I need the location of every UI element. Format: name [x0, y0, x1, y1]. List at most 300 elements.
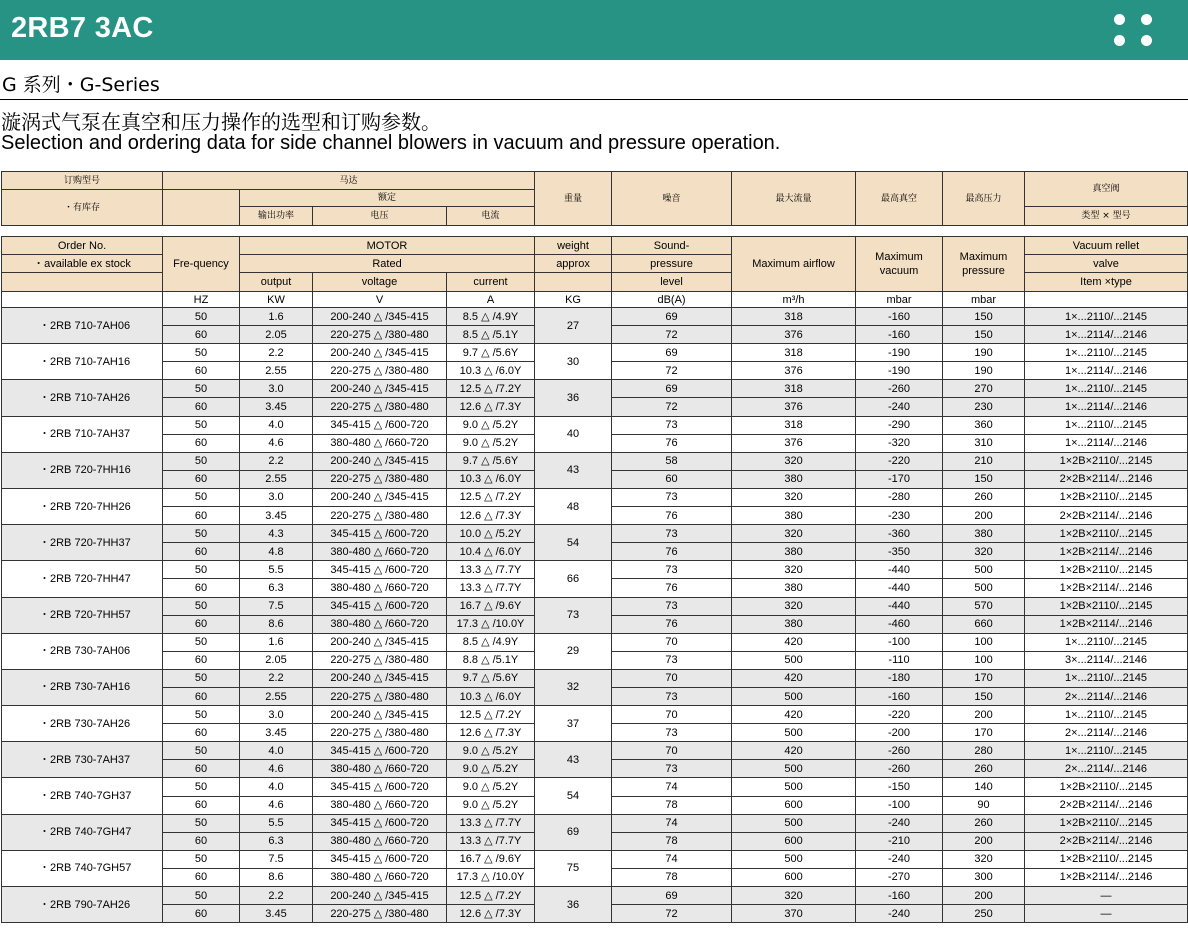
- frequency-cell: 50: [163, 850, 240, 868]
- current-cell: 10.4 △ /6.0Y: [447, 543, 535, 561]
- output-cell: 4.0: [240, 778, 313, 796]
- vacuum-cell: -150: [856, 778, 943, 796]
- valve-cell: 1×...2110/...2145: [1025, 416, 1188, 434]
- en-rated: Rated: [240, 255, 535, 273]
- order-number: ・2RB 730-7AH26: [2, 706, 163, 742]
- en-approx: approx: [535, 255, 612, 273]
- sound-cell: 76: [612, 579, 732, 597]
- order-number: ・2RB 730-7AH37: [2, 742, 163, 778]
- current-cell: 17.3 △ /10.0Y: [447, 868, 535, 886]
- pressure-cell: 90: [943, 796, 1025, 814]
- voltage-cell: 380-480 △ /660-720: [313, 796, 447, 814]
- en-max-airflow: Maximum airflow: [732, 237, 856, 292]
- en-order-no: Order No.: [2, 237, 163, 255]
- weight-cell: 36: [535, 887, 612, 923]
- voltage-cell: 200-240 △ /345-415: [313, 452, 447, 470]
- current-cell: 8.5 △ /4.9Y: [447, 633, 535, 651]
- current-cell: 10.3 △ /6.0Y: [447, 470, 535, 488]
- order-number: ・2RB 720-7HH57: [2, 597, 163, 633]
- frequency-cell: 60: [163, 398, 240, 416]
- current-cell: 12.6 △ /7.3Y: [447, 398, 535, 416]
- table-row: [2, 452, 1188, 470]
- airflow-cell: 380: [732, 579, 856, 597]
- airflow-cell: 380: [732, 470, 856, 488]
- voltage-cell: 200-240 △ /345-415: [313, 669, 447, 687]
- pressure-cell: 200: [943, 887, 1025, 905]
- output-cell: 3.45: [240, 507, 313, 525]
- output-cell: 5.5: [240, 814, 313, 832]
- vacuum-cell: -190: [856, 344, 943, 362]
- table-row: [2, 525, 1188, 543]
- valve-cell: 1×2B×2110/...2145: [1025, 525, 1188, 543]
- weight-cell: 27: [535, 308, 612, 344]
- order-number: ・2RB 720-7HH47: [2, 561, 163, 597]
- valve-cell: 2×2B×2114/...2146: [1025, 796, 1188, 814]
- pressure-cell: 170: [943, 724, 1025, 742]
- current-cell: 8.8 △ /5.1Y: [447, 651, 535, 669]
- table-row: [2, 488, 1188, 506]
- airflow-cell: 420: [732, 742, 856, 760]
- weight-cell: 48: [535, 488, 612, 524]
- frequency-cell: 60: [163, 543, 240, 561]
- frequency-cell: 60: [163, 868, 240, 886]
- frequency-cell: 50: [163, 416, 240, 434]
- current-cell: 17.3 △ /10.0Y: [447, 615, 535, 633]
- sound-cell: 69: [612, 887, 732, 905]
- pressure-cell: 200: [943, 706, 1025, 724]
- cn-max-pressure: 最高压力: [943, 172, 1025, 226]
- sound-cell: 76: [612, 543, 732, 561]
- vacuum-cell: -160: [856, 687, 943, 705]
- en-valve-1: Vacuum rellet: [1025, 237, 1188, 255]
- voltage-cell: 345-415 △ /600-720: [313, 814, 447, 832]
- output-cell: 2.2: [240, 344, 313, 362]
- sound-cell: 72: [612, 905, 732, 923]
- valve-cell: 1×...2114/...2146: [1025, 398, 1188, 416]
- output-cell: 4.3: [240, 525, 313, 543]
- output-cell: 8.6: [240, 868, 313, 886]
- voltage-cell: 345-415 △ /600-720: [313, 742, 447, 760]
- table-row: [2, 850, 1188, 868]
- sound-cell: 69: [612, 308, 732, 326]
- frequency-cell: 60: [163, 832, 240, 850]
- weight-cell: 37: [535, 706, 612, 742]
- frequency-cell: 60: [163, 579, 240, 597]
- sound-cell: 76: [612, 615, 732, 633]
- airflow-cell: 380: [732, 543, 856, 561]
- valve-cell: 1×2B×2114/...2146: [1025, 868, 1188, 886]
- current-cell: 8.5 △ /4.9Y: [447, 308, 535, 326]
- frequency-cell: 50: [163, 597, 240, 615]
- airflow-cell: 420: [732, 633, 856, 651]
- unit-pressure: mbar: [943, 292, 1025, 308]
- current-cell: 12.5 △ /7.2Y: [447, 706, 535, 724]
- en-order-blank: [2, 273, 163, 292]
- vacuum-cell: -290: [856, 416, 943, 434]
- sound-cell: 73: [612, 760, 732, 778]
- vacuum-cell: -240: [856, 905, 943, 923]
- current-cell: 9.0 △ /5.2Y: [447, 742, 535, 760]
- airflow-cell: 376: [732, 434, 856, 452]
- frequency-cell: 60: [163, 905, 240, 923]
- valve-cell: 2×2B×2114/...2146: [1025, 470, 1188, 488]
- voltage-cell: 200-240 △ /345-415: [313, 308, 447, 326]
- order-number: ・2RB 740-7GH37: [2, 778, 163, 814]
- valve-cell: —: [1025, 905, 1188, 923]
- voltage-cell: 200-240 △ /345-415: [313, 706, 447, 724]
- airflow-cell: 500: [732, 850, 856, 868]
- voltage-cell: 220-275 △ /380-480: [313, 470, 447, 488]
- current-cell: 9.7 △ /5.6Y: [447, 452, 535, 470]
- voltage-cell: 345-415 △ /600-720: [313, 778, 447, 796]
- sound-cell: 72: [612, 398, 732, 416]
- four-dots-icon: [1112, 12, 1154, 50]
- pressure-cell: 260: [943, 814, 1025, 832]
- weight-cell: 69: [535, 814, 612, 850]
- output-cell: 5.5: [240, 561, 313, 579]
- valve-cell: 1×...2110/...2145: [1025, 669, 1188, 687]
- sound-cell: 73: [612, 416, 732, 434]
- pressure-cell: 320: [943, 543, 1025, 561]
- vacuum-cell: -270: [856, 868, 943, 886]
- output-cell: 4.6: [240, 434, 313, 452]
- voltage-cell: 345-415 △ /600-720: [313, 850, 447, 868]
- en-max-vacuum: Maximum vacuum: [856, 237, 943, 292]
- current-cell: 13.3 △ /7.7Y: [447, 814, 535, 832]
- voltage-cell: 220-275 △ /380-480: [313, 687, 447, 705]
- valve-cell: 2×2B×2114/...2146: [1025, 832, 1188, 850]
- valve-cell: 1×...2110/...2145: [1025, 742, 1188, 760]
- pressure-cell: 250: [943, 905, 1025, 923]
- valve-cell: 1×...2110/...2145: [1025, 706, 1188, 724]
- vacuum-cell: -200: [856, 724, 943, 742]
- model-rows: [2, 308, 1188, 923]
- valve-cell: 1×...2110/...2145: [1025, 633, 1188, 651]
- voltage-cell: 220-275 △ /380-480: [313, 507, 447, 525]
- en-weight: weight: [535, 237, 612, 255]
- order-number: ・2RB 720-7HH16: [2, 452, 163, 488]
- frequency-cell: 50: [163, 561, 240, 579]
- frequency-cell: 50: [163, 633, 240, 651]
- current-cell: 9.7 △ /5.6Y: [447, 669, 535, 687]
- vacuum-cell: -320: [856, 434, 943, 452]
- airflow-cell: 320: [732, 561, 856, 579]
- valve-cell: 1×...2110/...2145: [1025, 380, 1188, 398]
- voltage-cell: 345-415 △ /600-720: [313, 525, 447, 543]
- vacuum-cell: -160: [856, 326, 943, 344]
- pressure-cell: 140: [943, 778, 1025, 796]
- cn-rated: 额定: [240, 190, 535, 207]
- weight-cell: 73: [535, 597, 612, 633]
- series-label: G 系列・G-Series: [2, 74, 160, 96]
- valve-cell: 2×...2114/...2146: [1025, 687, 1188, 705]
- unit-voltage: V: [313, 292, 447, 308]
- en-sound-2: pressure: [612, 255, 732, 273]
- pressure-cell: 170: [943, 669, 1025, 687]
- vacuum-cell: -260: [856, 760, 943, 778]
- current-cell: 9.7 △ /5.6Y: [447, 344, 535, 362]
- unit-current: A: [447, 292, 535, 308]
- airflow-cell: 318: [732, 380, 856, 398]
- weight-cell: 66: [535, 561, 612, 597]
- vacuum-cell: -260: [856, 380, 943, 398]
- cn-max-vacuum: 最高真空: [856, 172, 943, 226]
- pressure-cell: 360: [943, 416, 1025, 434]
- valve-cell: 1×2B×2110/...2145: [1025, 814, 1188, 832]
- current-cell: 13.3 △ /7.7Y: [447, 579, 535, 597]
- airflow-cell: 320: [732, 452, 856, 470]
- current-cell: 10.3 △ /6.0Y: [447, 362, 535, 380]
- sound-cell: 60: [612, 470, 732, 488]
- airflow-cell: 600: [732, 832, 856, 850]
- cn-frequency-blank: [163, 190, 240, 226]
- airflow-cell: 380: [732, 507, 856, 525]
- airflow-cell: 420: [732, 706, 856, 724]
- pressure-cell: 300: [943, 868, 1025, 886]
- en-frequency: Fre-quency: [163, 237, 240, 292]
- current-cell: 13.3 △ /7.7Y: [447, 832, 535, 850]
- pressure-cell: 570: [943, 597, 1025, 615]
- airflow-cell: 320: [732, 887, 856, 905]
- airflow-cell: 318: [732, 344, 856, 362]
- table-row: [2, 706, 1188, 724]
- weight-cell: 54: [535, 778, 612, 814]
- order-number: ・2RB 710-7AH06: [2, 308, 163, 344]
- sound-cell: 74: [612, 814, 732, 832]
- unit-airflow: m³/h: [732, 292, 856, 308]
- cn-weight: 重量: [535, 172, 612, 226]
- valve-cell: 1×...2114/...2146: [1025, 434, 1188, 452]
- sound-cell: 72: [612, 326, 732, 344]
- output-cell: 3.45: [240, 724, 313, 742]
- header-bar: [0, 0, 1188, 60]
- airflow-cell: 320: [732, 597, 856, 615]
- pressure-cell: 190: [943, 362, 1025, 380]
- frequency-cell: 50: [163, 669, 240, 687]
- pressure-cell: 260: [943, 760, 1025, 778]
- airflow-cell: 500: [732, 724, 856, 742]
- pressure-cell: 310: [943, 434, 1025, 452]
- en-in-stock: ・available ex stock: [2, 255, 163, 273]
- order-number: ・2RB 710-7AH26: [2, 380, 163, 416]
- voltage-cell: 380-480 △ /660-720: [313, 868, 447, 886]
- current-cell: 9.0 △ /5.2Y: [447, 416, 535, 434]
- sound-cell: 70: [612, 669, 732, 687]
- valve-cell: 1×2B×2114/...2146: [1025, 543, 1188, 561]
- cn-order-no: 订购型号: [2, 172, 163, 190]
- output-cell: 2.2: [240, 452, 313, 470]
- vacuum-cell: -440: [856, 597, 943, 615]
- sound-cell: 73: [612, 687, 732, 705]
- page-title: 2RB7 3AC: [11, 12, 154, 44]
- pressure-cell: 150: [943, 308, 1025, 326]
- pressure-cell: 150: [943, 326, 1025, 344]
- order-number: ・2RB 720-7HH37: [2, 525, 163, 561]
- airflow-cell: 320: [732, 525, 856, 543]
- order-number: ・2RB 740-7GH47: [2, 814, 163, 850]
- voltage-cell: 380-480 △ /660-720: [313, 760, 447, 778]
- voltage-cell: 380-480 △ /660-720: [313, 615, 447, 633]
- weight-cell: 43: [535, 452, 612, 488]
- pressure-cell: 200: [943, 507, 1025, 525]
- current-cell: 10.3 △ /6.0Y: [447, 687, 535, 705]
- sound-cell: 72: [612, 362, 732, 380]
- weight-cell: 43: [535, 742, 612, 778]
- output-cell: 4.8: [240, 543, 313, 561]
- airflow-cell: 600: [732, 868, 856, 886]
- output-cell: 4.6: [240, 760, 313, 778]
- weight-cell: 30: [535, 344, 612, 380]
- valve-cell: 1×...2114/...2146: [1025, 326, 1188, 344]
- frequency-cell: 50: [163, 308, 240, 326]
- output-cell: 2.55: [240, 362, 313, 380]
- vacuum-cell: -190: [856, 362, 943, 380]
- vacuum-cell: -440: [856, 579, 943, 597]
- output-cell: 3.45: [240, 905, 313, 923]
- frequency-cell: 60: [163, 470, 240, 488]
- vacuum-cell: -260: [856, 742, 943, 760]
- table-row: [2, 814, 1188, 832]
- weight-cell: 54: [535, 525, 612, 561]
- cn-voltage: 电压: [313, 207, 447, 226]
- en-current: current: [447, 273, 535, 292]
- sound-cell: 74: [612, 778, 732, 796]
- pressure-cell: 100: [943, 651, 1025, 669]
- output-cell: 2.05: [240, 651, 313, 669]
- table-row: [2, 308, 1188, 326]
- voltage-cell: 220-275 △ /380-480: [313, 651, 447, 669]
- pressure-cell: 230: [943, 398, 1025, 416]
- valve-cell: 1×2B×2114/...2146: [1025, 615, 1188, 633]
- pressure-cell: 660: [943, 615, 1025, 633]
- output-cell: 3.0: [240, 706, 313, 724]
- en-valve-2: valve: [1025, 255, 1188, 273]
- table-row: [2, 380, 1188, 398]
- sound-cell: 69: [612, 344, 732, 362]
- sound-cell: 76: [612, 507, 732, 525]
- current-cell: 13.3 △ /7.7Y: [447, 561, 535, 579]
- weight-cell: 75: [535, 850, 612, 886]
- vacuum-cell: -220: [856, 452, 943, 470]
- order-number: ・2RB 720-7HH26: [2, 488, 163, 524]
- current-cell: 12.6 △ /7.3Y: [447, 905, 535, 923]
- valve-cell: 2×2B×2114/...2146: [1025, 507, 1188, 525]
- pressure-cell: 280: [943, 742, 1025, 760]
- weight-cell: 32: [535, 669, 612, 705]
- vacuum-cell: -240: [856, 850, 943, 868]
- airflow-cell: 500: [732, 651, 856, 669]
- vacuum-cell: -210: [856, 832, 943, 850]
- frequency-cell: 60: [163, 615, 240, 633]
- voltage-cell: 380-480 △ /660-720: [313, 832, 447, 850]
- output-cell: 4.0: [240, 742, 313, 760]
- airflow-cell: 318: [732, 308, 856, 326]
- pressure-cell: 500: [943, 561, 1025, 579]
- table-row: [2, 416, 1188, 434]
- current-cell: 9.0 △ /5.2Y: [447, 796, 535, 814]
- unit-vacuum: mbar: [856, 292, 943, 308]
- unit-order-blank: [2, 292, 163, 308]
- voltage-cell: 345-415 △ /600-720: [313, 416, 447, 434]
- header-spacer: [2, 226, 1188, 237]
- current-cell: 16.7 △ /9.6Y: [447, 850, 535, 868]
- voltage-cell: 220-275 △ /380-480: [313, 362, 447, 380]
- output-cell: 1.6: [240, 633, 313, 651]
- sound-cell: 78: [612, 868, 732, 886]
- pressure-cell: 380: [943, 525, 1025, 543]
- sound-cell: 73: [612, 651, 732, 669]
- valve-cell: 3×...2114/...2146: [1025, 651, 1188, 669]
- pressure-cell: 260: [943, 488, 1025, 506]
- airflow-cell: 420: [732, 669, 856, 687]
- valve-cell: 2×...2114/...2146: [1025, 760, 1188, 778]
- vacuum-cell: -350: [856, 543, 943, 561]
- voltage-cell: 200-240 △ /345-415: [313, 380, 447, 398]
- en-sound-1: Sound-: [612, 237, 732, 255]
- weight-cell: 40: [535, 416, 612, 452]
- output-cell: 4.0: [240, 416, 313, 434]
- unit-weight: KG: [535, 292, 612, 308]
- frequency-cell: 60: [163, 326, 240, 344]
- vacuum-cell: -110: [856, 651, 943, 669]
- voltage-cell: 345-415 △ /600-720: [313, 561, 447, 579]
- sound-cell: 73: [612, 525, 732, 543]
- output-cell: 6.3: [240, 832, 313, 850]
- pressure-cell: 150: [943, 687, 1025, 705]
- frequency-cell: 60: [163, 434, 240, 452]
- output-cell: 2.2: [240, 887, 313, 905]
- weight-cell: 36: [535, 380, 612, 416]
- order-number: ・2RB 790-7AH26: [2, 887, 163, 923]
- cn-valve: 真空阀: [1025, 172, 1188, 207]
- frequency-cell: 60: [163, 651, 240, 669]
- output-cell: 3.45: [240, 398, 313, 416]
- voltage-cell: 200-240 △ /345-415: [313, 344, 447, 362]
- sound-cell: 73: [612, 724, 732, 742]
- valve-cell: 1×2B×2110/...2145: [1025, 778, 1188, 796]
- sound-cell: 78: [612, 832, 732, 850]
- valve-cell: 1×...2110/...2145: [1025, 344, 1188, 362]
- airflow-cell: 600: [732, 796, 856, 814]
- frequency-cell: 50: [163, 742, 240, 760]
- pressure-cell: 500: [943, 579, 1025, 597]
- series-divider: [0, 99, 1188, 100]
- current-cell: 9.0 △ /5.2Y: [447, 760, 535, 778]
- current-cell: 12.6 △ /7.3Y: [447, 724, 535, 742]
- pressure-cell: 270: [943, 380, 1025, 398]
- cn-noise: 噪音: [612, 172, 732, 226]
- description-en: Selection and ordering data for side channel blowers in vacuum and pressure operation.: [1, 132, 781, 154]
- voltage-cell: 200-240 △ /345-415: [313, 633, 447, 651]
- order-number: ・2RB 710-7AH37: [2, 416, 163, 452]
- current-cell: 12.5 △ /7.2Y: [447, 380, 535, 398]
- vacuum-cell: -160: [856, 887, 943, 905]
- output-cell: 2.2: [240, 669, 313, 687]
- vacuum-cell: -160: [856, 308, 943, 326]
- valve-cell: —: [1025, 887, 1188, 905]
- order-number: ・2RB 710-7AH16: [2, 344, 163, 380]
- cn-motor: 马达: [163, 172, 535, 190]
- valve-cell: 1×...2114/...2146: [1025, 362, 1188, 380]
- airflow-cell: 376: [732, 326, 856, 344]
- sound-cell: 70: [612, 742, 732, 760]
- output-cell: 3.0: [240, 488, 313, 506]
- en-output: output: [240, 273, 313, 292]
- vacuum-cell: -440: [856, 561, 943, 579]
- frequency-cell: 50: [163, 488, 240, 506]
- cn-max-airflow: 最大流量: [732, 172, 856, 226]
- valve-cell: 1×2B×2110/...2145: [1025, 561, 1188, 579]
